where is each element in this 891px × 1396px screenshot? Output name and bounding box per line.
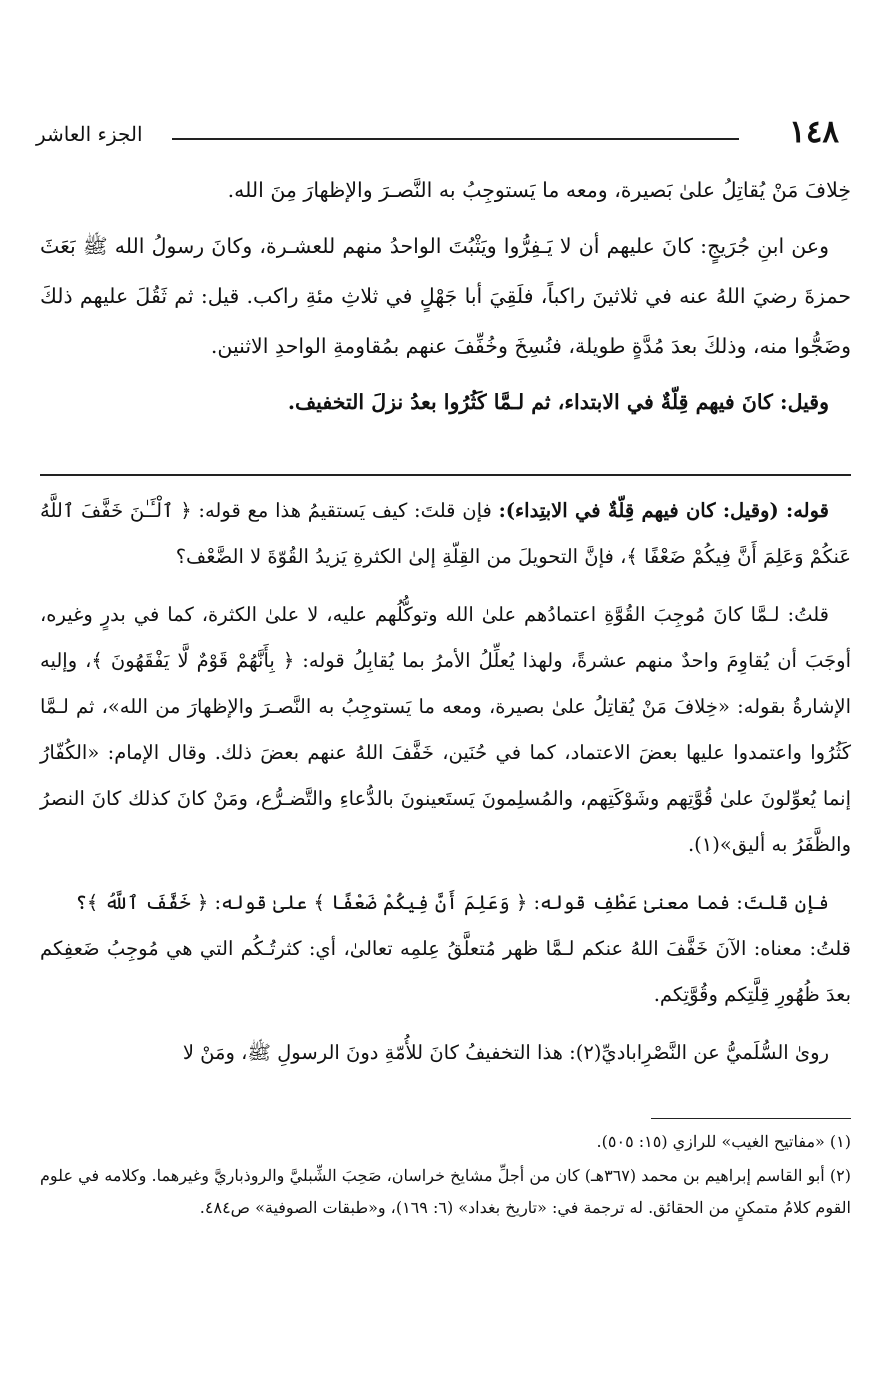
commentary-paragraph-1-text: فإن قلتَ: كيف يَستقيمُ هذا مع قوله: ﴿ ٱلْـَٔـٰنَ خَفَّفَ ٱللَّهُ عَنكُمْ وَعَلِمَ أَنَّ فِيكُمْ ضَعْفًا ﴾، فإنَّ التحويلَ من القِلّةِ إلىٰ الكثرةِ يَزيدُ القُوّةَ لا الضَّعْف؟ [40, 499, 851, 568]
header-rule [172, 138, 739, 140]
main-paragraph-2: وعن ابنِ جُرَيجٍ: كانَ عليهم أن لا يَـفِرُّوا ويَثْبُتَ الواحدُ منهم للعشـرة، وكانَ رسولُ الله ﷺ بَعَثَ حمزةَ رضيَ اللهُ عنه في ثلاثينَ راكباً، فلَقِيَ أبا جَهْلٍ في ثلاثِ مئةِ راكب. قيل: ثم ثَقُلَ عليهم ذلكَ وضَجُّوا منه، وذلكَ بعدَ مُدَّةٍ طويلة، فنُسِخَ وخُفِّفَ عنهم بمُقاومةِ الواحدِ الاثنين. [40, 234, 851, 358]
volume-title: الجزء العاشر [36, 122, 143, 146]
commentary-lemma: قوله: (وقيل: كان فيهم قِلّةٌ في الابتِداء): [498, 499, 829, 522]
footnotes-block [40, 1126, 851, 1226]
main-paragraph-3: وقيل: كانَ فيهم قِلّةٌ في الابتداء، ثم لـمَّا كَثُرُوا بعدُ نزلَ التخفيف. [287, 390, 829, 414]
page-number: ١٤٨ [789, 114, 839, 150]
commentary-block [40, 488, 851, 1088]
footnote-1: (١) «مفاتيح الغيب» للرازي (١٥: ٥٠٥). [596, 1132, 851, 1151]
main-paragraph-1: خِلافَ مَنْ يُقاتِلُ علىٰ بَصيرة، ومعه ما يَستوجِبُ به النَّصـرَ والإظهارَ مِنَ الله. [227, 178, 851, 202]
text-commentary-divider [40, 474, 851, 476]
commentary-paragraph-2: قلتُ: لـمَّا كانَ مُوجِبَ القُوَّةِ اعتمادُهم علىٰ الله وتوكُّلُهم عليه، لا علىٰ الكثرة، كما في بدرٍ وغيره، أوجَبَ أن يُقاوِمَ واحدٌ منهم عشرةً، ولهذا يُعلِّلُ الأمرُ بما يُقابِلُ قوله: ﴿ بِأَنَّهُمْ قَوْمٌ لَّا يَفْقَهُونَ ﴾، وإليه الإشارةُ بقوله: «خِلافَ مَنْ يُقاتِلُ علىٰ بصيرة، ومعه ما يَستوجِبُ به النَّصـرَ والإظهارَ من الله»، ثم لـمَّا كَثُرُوا واعتمدوا عليها بعضَ الاعتماد، كما في حُنَين، خَفَّفَ اللهُ عنهم بعضَ ذلك. وقال الإمام: «الكُفّارُ إنما يُعوِّلونَ علىٰ قُوَّتِهم وشَوْكَتِهم، والمُسلِمونَ يَستَعينونَ بالدُّعاءِ والتَّضـرُّع، ومَنْ كانَ كذلك كانَ النصرُ والظَّفَرُ به أليق»(١). [40, 603, 852, 856]
commentary-paragraph-1 [40, 488, 851, 580]
footnote-divider [651, 1118, 851, 1119]
commentary-paragraph-3: فإن قلتَ: فما معنىٰ عَطْفِ قوله: ﴿ وَعَلِمَ أَنَّ فِيكُمْ ضَعْفًا ﴾ علىٰ قوله: ﴿ خَفَّفَ ٱللَّهُ ﴾؟ [75, 891, 829, 914]
footnote-2: (٢) أبو القاسم إبراهيم بن محمد (٣٦٧هـ) كان من أجلِّ مشايخ خراسان، صَحِبَ الشِّبليَّ والروذباريَّ وغيرهما. وكلامه في علوم القوم كلامُ متمكنٍ من الحقائق. له ترجمة في: «تاريخ بغداد» (٦: ١٦٩)، و«طبقات الصوفية» ص٤٨٤. [40, 1166, 851, 1217]
commentary-paragraph-5: روىٰ السُّلَميُّ عن النَّصْرِاباديِّ(٢): هذا التخفيفُ كانَ للأُمّةِ دونَ الرسولِ ﷺ، ومَنْ لا [182, 1041, 829, 1064]
running-header [32, 112, 839, 156]
commentary-paragraph-4: قلتُ: معناه: الآنَ خَفَّفَ اللهُ عنكم لـمَّا ظهر مُتعلَّقُ عِلمِه تعالىٰ، أي: كثرتُـكُم التي هي مُوجِبُ ضَعفِكم بعدَ ظُهُورِ قِلَّتِكم وقُوَّتِكم. [40, 937, 851, 1006]
main-text-block [40, 165, 851, 433]
